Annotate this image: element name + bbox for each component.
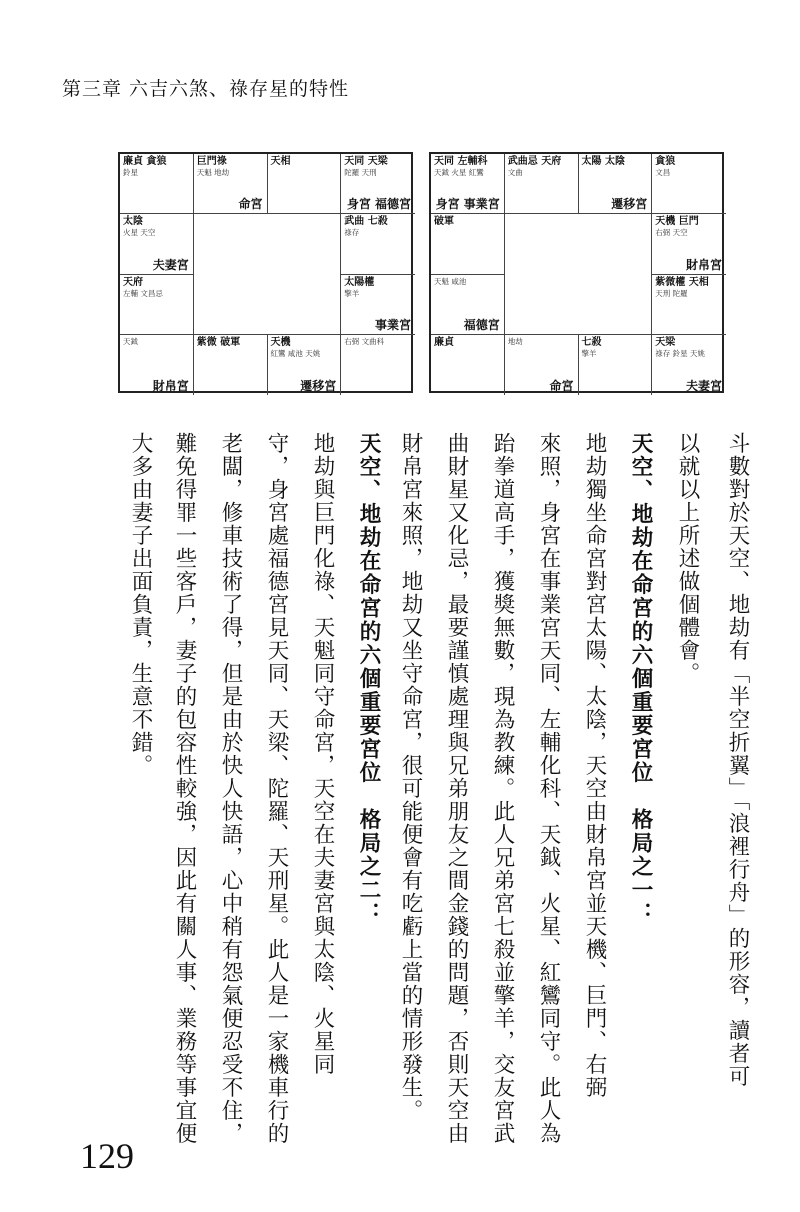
palace-name: 財帛宮 [152, 379, 189, 393]
minor-stars: 右弼 天空 [655, 228, 688, 238]
palace-cell [505, 154, 579, 214]
text-column: 老闆，修車技術了得，但是由於快人快語，心中稍有怨氣便忍受不住， [218, 432, 243, 1145]
minor-stars: 火星 天空 [123, 228, 156, 238]
minor-stars: 天刑 陀羅 [655, 288, 688, 298]
major-stars: 廉貞 貪狼 [123, 156, 167, 167]
major-stars: 貪狼 [655, 156, 676, 167]
palace-cell [652, 275, 726, 335]
minor-stars: 右弼 文曲科 [344, 336, 385, 346]
chart-center [505, 214, 653, 335]
palace-cell [268, 154, 342, 214]
palace-cell [341, 335, 415, 395]
chart-center [194, 214, 342, 335]
text-column: 跆拳道高手，獲獎無數，現為教練。此人兄弟宮七殺並擎羊，交友宮武 [490, 432, 515, 1145]
text-column: 地劫與巨門化祿、天魁同守命宮，天空在夫妻宮與太陰、火星同 [310, 432, 335, 1076]
minor-stars: 擎羊 [581, 348, 597, 358]
text-column: 斗數對於天空、地劫有「半空折翼」「浪裡行舟」的形容，讀者可 [725, 432, 750, 1089]
chapter-header: 第三章 六吉六煞、祿存星的特性 [62, 78, 350, 100]
major-stars: 巨門祿 [196, 156, 227, 167]
major-stars: 太陰 [123, 216, 143, 228]
text-column: 來照，身宮在事業宮天同、左輔化科、天鉞、火星、紅鸞同守。此人為 [536, 432, 561, 1145]
major-stars: 天同 左輔科 [434, 156, 488, 167]
text-column: 難免得罪一些客戶，妻子的包容性較強，因此有關人事、業務等事宜便 [172, 432, 197, 1145]
major-stars: 紫微權 天相 [655, 276, 709, 288]
palace-cell [431, 335, 505, 395]
palace-name: 福德宮 [463, 317, 500, 332]
palace-name: 命宮 [238, 197, 263, 212]
palace-name: 事業宮 [374, 317, 411, 332]
palace-cell [120, 335, 194, 395]
minor-stars: 祿存 [344, 228, 360, 238]
major-stars: 武曲 七殺 [344, 216, 388, 228]
major-stars: 天機 [270, 336, 291, 348]
palace-cell [341, 275, 415, 335]
palace-cell [579, 154, 653, 214]
palace-cell [341, 154, 415, 214]
minor-stars: 陀羅 天刑 [344, 168, 377, 177]
major-stars: 天梁 [655, 336, 676, 348]
minor-stars: 紅鸞 咸池 天姚 [270, 348, 321, 358]
major-stars: 七殺 [581, 336, 602, 348]
major-stars: 紫微 破軍 [196, 336, 241, 348]
palace-name: 遷移宮 [611, 197, 648, 212]
palace-cell [194, 154, 268, 214]
major-stars: 廉貞 [434, 336, 454, 348]
palace-cell [579, 335, 653, 395]
major-stars: 天機 巨門 [655, 216, 699, 228]
major-stars: 破軍 [434, 216, 454, 228]
minor-stars: 祿存 鈴星 天姚 [655, 348, 706, 358]
minor-stars: 地劫 [507, 336, 523, 346]
text-column: 大多由妻子出面負責，生意不錯。 [128, 432, 153, 777]
palace-name: 命宮 [549, 379, 574, 393]
palace-cell [505, 335, 579, 395]
palace-cell [431, 154, 505, 214]
minor-stars: 文昌 [655, 168, 671, 177]
minor-stars: 文曲 [507, 168, 523, 177]
section-heading: 天空、地劫在命宮的六個重要宮位 格局之二： [356, 432, 381, 926]
palace-cell [652, 214, 726, 274]
text-column: 財帛宮來照，地劫又坐守命宮，很可能便會有吃虧上當的情形發生。 [398, 432, 423, 1122]
astrology-chart-left [118, 152, 413, 393]
palace-cell [268, 335, 342, 395]
palace-cell [194, 335, 268, 395]
major-stars: 天相 [270, 156, 291, 167]
palace-cell [431, 275, 505, 335]
text-column: 地劫獨坐命宮對宮太陽、太陰，天空由財帛宮並天機、巨門、右弼 [582, 432, 607, 1099]
minor-stars: 左輔 文昌忌 [123, 288, 163, 298]
section-heading: 天空、地劫在命宮的六個重要宮位 格局之一： [628, 432, 653, 926]
palace-name: 夫妻宮 [152, 257, 189, 272]
minor-stars: 天鉞 火星 紅鸞 [434, 168, 484, 177]
minor-stars: 天魁 咸池 [434, 276, 467, 286]
major-stars: 太陽 太陰 [581, 156, 625, 167]
major-stars: 天府 [123, 276, 143, 288]
palace-cell [120, 154, 194, 214]
minor-stars: 天魁 地劫 [196, 168, 230, 177]
major-stars: 武曲忌 天府 [507, 156, 562, 167]
palace-name: 財帛宮 [685, 257, 722, 272]
text-column: 以就以上所述做個體會。 [675, 432, 700, 685]
palace-cell [341, 214, 415, 274]
palace-cell [431, 214, 505, 274]
major-stars: 太陽權 [344, 276, 375, 288]
palace-cell [652, 154, 726, 214]
palace-cell [120, 275, 194, 335]
palace-name: 遷移宮 [300, 379, 337, 393]
palace-name: 身宮 福德宮 [346, 197, 411, 212]
text-column: 曲財星又化忌，最要謹慎處理與兄弟朋友之間金錢的問題，否則天空由 [444, 432, 469, 1145]
major-stars: 天同 天梁 [344, 156, 388, 167]
minor-stars: 鈴星 [123, 168, 138, 177]
page-number: 129 [80, 1136, 134, 1176]
minor-stars: 擎羊 [344, 288, 360, 298]
minor-stars: 天鉞 [123, 336, 138, 346]
text-column: 守，身宮處福德宮見天同、天梁、陀羅、天刑星。此人是一家機車行的 [264, 432, 289, 1145]
astrology-chart-right [429, 152, 724, 393]
palace-cell [652, 335, 726, 395]
palace-name: 夫妻宮 [685, 379, 722, 393]
palace-cell [120, 214, 194, 274]
palace-name: 身宮 事業宮 [435, 197, 500, 212]
